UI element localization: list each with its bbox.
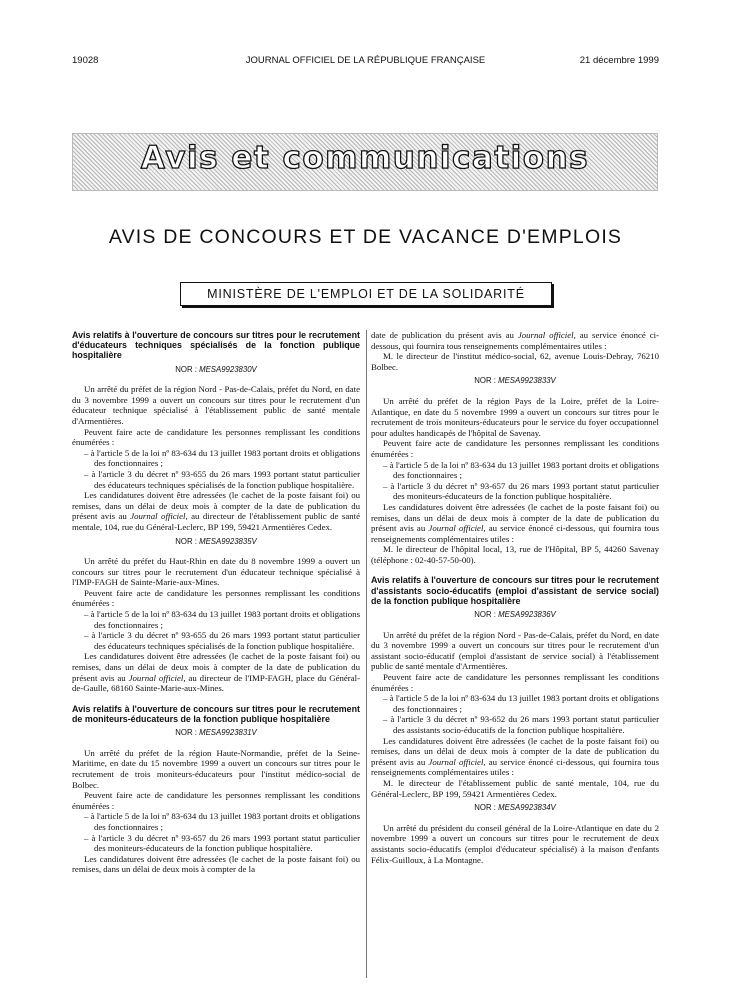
paragraph — [72, 490, 360, 532]
text: au directeur de l'IMP-FAGH, place du Général-de-Gaulle, 68160 Sainte-Marie-aux-Mines. — [72, 672, 361, 694]
text: au service énoncé ci-dessous, qui fournira tous renseignements complémentaires utiles : — [371, 330, 660, 351]
text: Les candidatures doivent être adressées (le cachet de la poste faisant foi) ou remises, dans un délai de deux mois à compter de la date de publication du présent avis au — [371, 501, 659, 534]
column-divider — [366, 330, 367, 978]
article-moniteurs-educateurs-cont — [371, 330, 659, 565]
section-title: AVIS DE CONCOURS ET DE VACANCE D'EMPLOIS — [108, 226, 623, 248]
left-column — [72, 330, 360, 885]
article-moniteurs-educateurs — [72, 704, 360, 875]
article-title: Avis relatifs à l'ouverture de concours sur titres pour le recrutement de moniteurs-éducateurs de la fonction publique hospitalière — [72, 703, 360, 725]
list-item: – à l'article 5 de la loi nº 83-634 du 13 juillet 1983 portant droits et obligations des fonctionnaires ; — [84, 811, 360, 832]
paragraph: Un arrêté du préfet de la région Nord - Pas-de-Calais, préfet du Nord, en date du 3 novembre 1999 a ouvert un concours sur titres pour le recrutement d'un éducateur technique spécialisé à l'établissement public de santé mentale d'Armentières. — [72, 384, 360, 426]
paragraph — [371, 330, 659, 351]
journal-name: Journal officiel, — [428, 756, 486, 767]
text: au directeur de l'établissement public de santé mentale, 104, rue du Général-Leclerc, BP 199, 59421 Armentières Cedex. — [72, 511, 360, 532]
article-educateurs-techniques — [72, 330, 360, 694]
text: Les candidatures doivent être adressées (le cachet de la poste faisant foi) ou remises, dans un délai de deux mois à compter de la date de publication du présent avis au — [72, 651, 360, 683]
section-banner — [72, 133, 658, 191]
paragraph — [72, 651, 360, 693]
nor-label: NOR : — [474, 376, 496, 386]
paragraph: Peuvent faire acte de candidature les personnes remplissant les conditions énumérées : — [72, 790, 360, 811]
paragraph — [371, 736, 659, 778]
ministry-heading: MINISTÈRE DE L'EMPLOI ET DE LA SOLIDARITÉ — [180, 282, 552, 306]
text: Les candidatures doivent être adressées (le cachet de la poste faisant foi) ou remises, dans un délai de deux mois à compter de la date de publication du présent avis au — [72, 490, 360, 522]
article-assistants-socio-educatifs — [371, 575, 659, 865]
list-item: – à l'article 3 du décret nº 93-652 du 26 mars 1993 portant statut particulier des assistants socio-éducatifs de la fonction publique hospitalière. — [383, 714, 659, 736]
paragraph: Peuvent faire acte de candidature les personnes remplissant les conditions énumérées : — [72, 587, 360, 609]
nor-reference — [72, 728, 360, 739]
paragraph: Un arrêté du préfet de la région Pays de la Loire, préfet de la Loire-Atlantique, en date du 5 novembre 1999 a ouvert un concours sur titres pour le recrutement de trois moniteurs-éducateurs pour le service du foyer occupationnel pour adultes handicapés de l'hôpital de Savenay. — [371, 395, 659, 438]
article-title: Avis relatifs à l'ouverture de concours sur titres pour le recrutement d'assistants socio-éducatifs (emploi d'assistant de service social) de la fonction publique hospitalière — [371, 575, 659, 606]
nor-reference — [72, 365, 360, 376]
conditions-list — [371, 693, 659, 735]
paragraph — [371, 502, 659, 544]
nor-code: MESA9923834V — [498, 803, 556, 813]
nor-reference — [72, 537, 360, 548]
text: Les candidatures doivent être adressées (le cachet de la poste faisant foi) ou remises, dans un délai de deux mois à compter de la date de publication du présent avis au — [371, 735, 659, 767]
banner-title: Avis et communications — [140, 140, 590, 176]
nor-code: MESA9923833V — [498, 376, 556, 386]
paragraph: Peuvent faire acte de candidature les personnes remplissant les conditions énumérées : — [72, 426, 360, 448]
nor-label: NOR : — [175, 536, 197, 546]
paragraph: Un arrêté du préfet de la région Nord - Pas-de-Calais, préfet du Nord, en date du 3 novembre 1999 a ouvert un concours sur titres pour le recrutement d'un assistant socio-éducatif (emploi d'assistant de service social) à l'établissement public de santé mentale d'Armentières. — [371, 629, 659, 672]
paragraph: Peuvent faire acte de candidature les personnes remplissant les conditions énumérées : — [371, 672, 659, 693]
issue-date: 21 décembre 1999 — [579, 55, 659, 66]
list-item: – à l'article 5 de la loi nº 83-634 du 13 juillet 1983 portant droits et obligations des fonctionnaires ; — [383, 459, 659, 481]
journal-title: JOURNAL OFFICIEL DE LA RÉPUBLIQUE FRANÇAISE — [245, 55, 486, 66]
conditions-list — [72, 811, 360, 853]
journal-name: Journal officiel, — [517, 330, 576, 340]
list-item: – à l'article 5 de la loi nº 83-634 du 13 juillet 1983 portant droits et obligations des fonctionnaires ; — [84, 609, 360, 630]
paragraph: Un arrêté du préfet du Haut-Rhin en date du 8 novembre 1999 a ouvert un concours sur titres pour le recrutement d'un éducateur technique spécialisé à l'IMP-FAGH de Sainte-Marie-aux-Mines. — [72, 556, 360, 588]
nor-label: NOR : — [474, 610, 496, 620]
page-number: 19028 — [72, 55, 99, 66]
list-item: – à l'article 5 de la loi nº 83-634 du 13 juillet 1983 portant droits et obligations des fonctionnaires ; — [383, 693, 659, 714]
nor-reference — [371, 610, 659, 621]
nor-code: MESA9923836V — [498, 610, 556, 620]
list-item: – à l'article 3 du décret nº 93-655 du 26 mars 1993 portant statut particulier des éducateurs techniques spécialisés de la fonction publique hospitalière. — [84, 468, 360, 490]
text: date de publication du présent avis au — [371, 330, 514, 340]
nor-label: NOR : — [175, 364, 197, 374]
list-item: – à l'article 3 du décret nº 93-655 du 26 mars 1993 portant statut particulier des éducateurs techniques spécialisés de la fonction publique hospitalière. — [84, 630, 360, 651]
page-header — [72, 55, 659, 69]
paragraph: Un arrêté du préfet de la région Haute-Normandie, préfet de la Seine-Maritime, en date du 15 novembre 1999 a ouvert un concours sur titres pour le recrutement de trois moniteurs-éducateurs pour l'institut médico-social de Bolbec. — [72, 747, 360, 790]
text: au service énoncé ci-dessous, qui fournira tous renseignements complémentaires utiles : — [371, 523, 660, 544]
nor-label: NOR : — [175, 728, 197, 738]
journal-name: Journal officiel, — [130, 511, 188, 522]
nor-code: MESA9923831V — [199, 728, 257, 738]
list-item: – à l'article 3 du décret nº 93-657 du 26 mars 1993 portant statut particulier des moniteurs-éducateurs de la fonction publique hospitalière. — [383, 480, 659, 502]
list-item: – à l'article 3 du décret nº 93-657 du 26 mars 1993 portant statut particulier des moniteurs-éducateurs de la fonction publique hospitalière. — [84, 832, 360, 854]
paragraph: Peuvent faire acte de candidature les personnes remplissant les conditions énumérées : — [371, 438, 659, 459]
paragraph: M. le directeur de l'établissement public de santé mentale, 104, rue du Général-Leclerc, BP 199, 59421 Armentières Cedex. — [371, 777, 659, 799]
nor-reference — [371, 803, 659, 814]
right-column — [371, 330, 659, 875]
text: au service énoncé ci-dessous, qui fournira tous renseignements complémentaires utiles : — [371, 756, 660, 778]
paragraph: M. le directeur de l'institut médico-social, 62, avenue Louis-Debray, 76210 Bolbec. — [371, 351, 659, 372]
journal-name: Journal officiel, — [428, 523, 486, 534]
nor-code: MESA9923835V — [199, 536, 257, 546]
conditions-list — [72, 448, 360, 490]
paragraph: Un arrêté du président du conseil général de la Loire-Atlantique en date du 2 novembre 1999 a ouvert un concours sur titres pour le recrutement de deux assistants socio-éducatifs (emploi d'éducateur spécialisé) à la maison d'enfants Félix-Guilloux, à La Montagne. — [371, 822, 659, 865]
paragraph: M. le directeur de l'hôpital local, 13, rue de l'Hôpital, BP 5, 44260 Savenay (téléphone : 02-40-57-50-00). — [371, 544, 659, 565]
conditions-list — [72, 609, 360, 651]
nor-code: MESA9923830V — [199, 364, 257, 374]
paragraph: Les candidatures doivent être adressées (le cachet de la poste faisant foi) ou remises, dans un délai de deux mois à compter de la — [72, 853, 360, 875]
conditions-list — [371, 460, 659, 502]
article-title: Avis relatifs à l'ouverture de concours sur titres pour le recrutement d'éducateurs techniques spécialisés de la fonction publique hospitalière — [72, 330, 360, 361]
nor-reference — [371, 376, 659, 387]
nor-label: NOR : — [474, 803, 496, 813]
journal-name: Journal officiel, — [128, 672, 186, 683]
list-item: – à l'article 5 de la loi nº 83-634 du 13 juillet 1983 portant droits et obligations des fonctionnaires ; — [84, 447, 360, 469]
